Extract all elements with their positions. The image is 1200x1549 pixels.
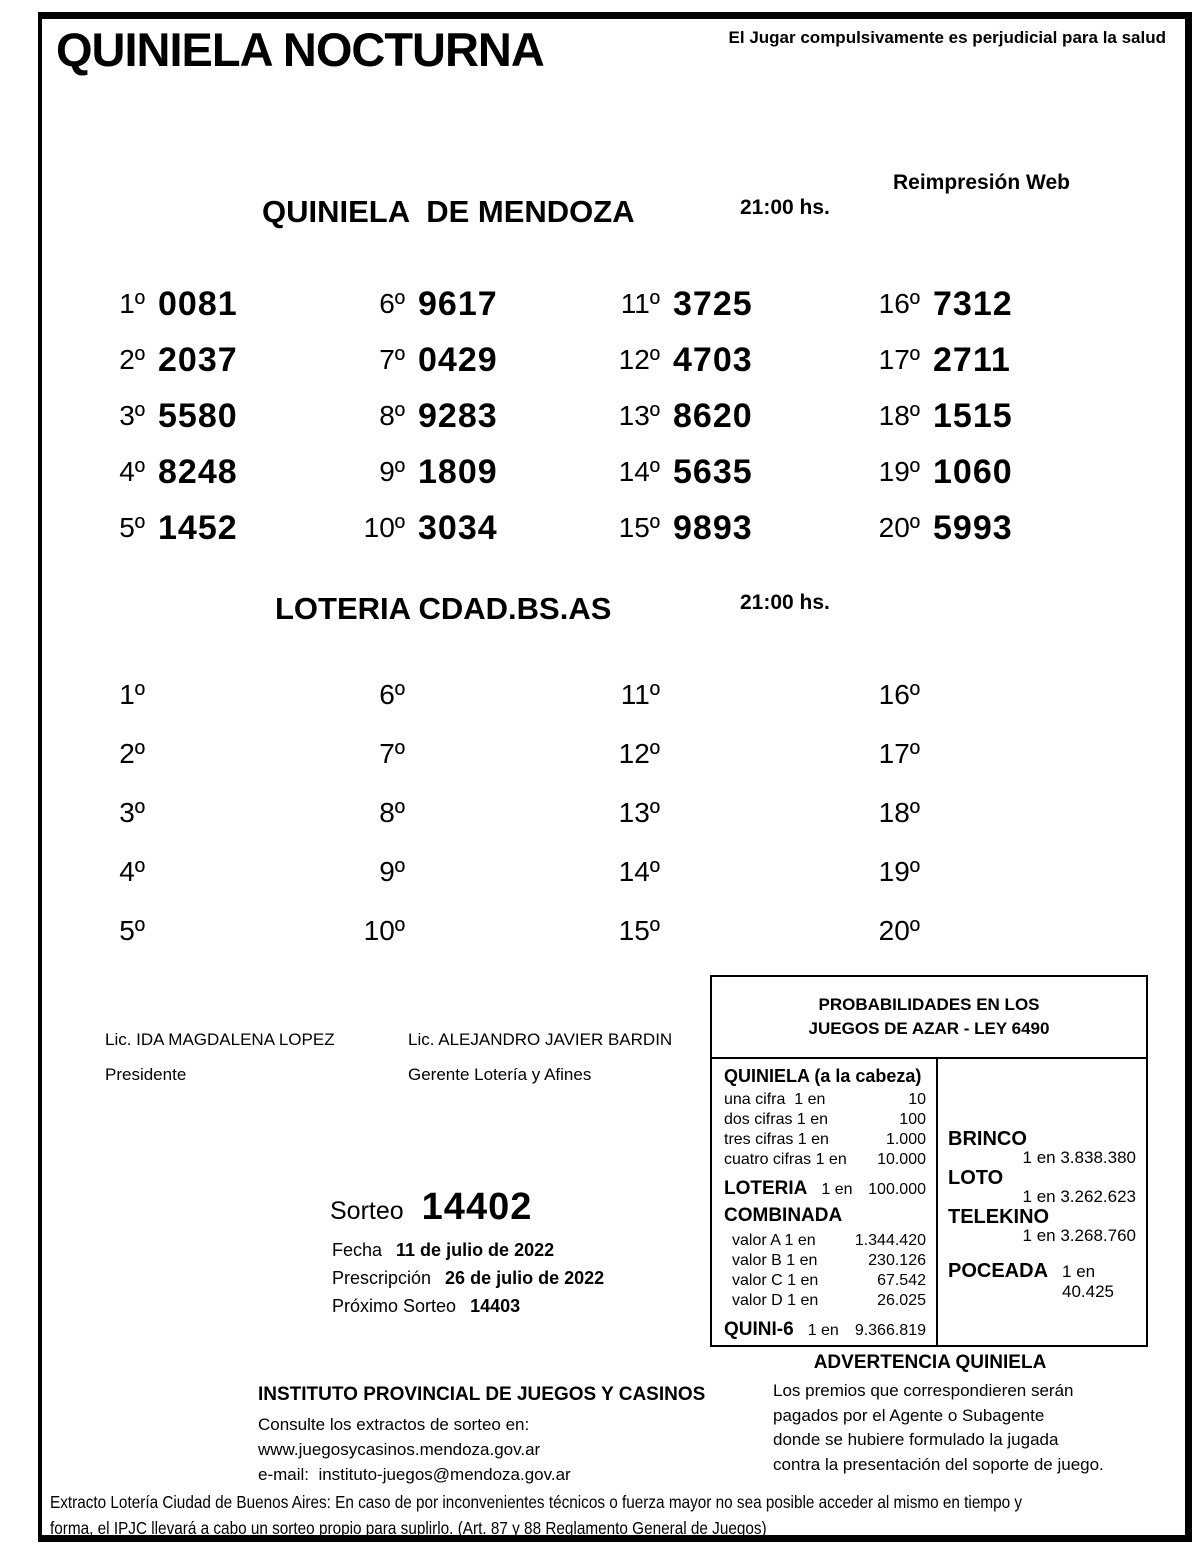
- result-rank: 3º: [119, 400, 145, 431]
- official-name: Lic. IDA MAGDALENA LOPEZ: [105, 1030, 335, 1049]
- draw-date-label: Fecha: [332, 1240, 383, 1260]
- next-draw-label: Próximo Sorteo: [332, 1296, 457, 1316]
- advertencia-line: pagados por el Agente o Subagente: [773, 1405, 1045, 1425]
- telekino-prob-entry: [948, 1207, 1136, 1244]
- result-number: 7312: [933, 284, 1013, 323]
- combinada-header: COMBINADA: [724, 1205, 843, 1226]
- result-row: [85, 388, 238, 444]
- result-rank: 12º: [618, 737, 660, 769]
- result-row: [85, 901, 145, 960]
- result-rank: 16º: [878, 288, 920, 319]
- result-rank: 10º: [363, 512, 405, 543]
- prob-row: [724, 1090, 926, 1110]
- quini6-prob-row: [724, 1319, 926, 1341]
- probabilities-header: [712, 977, 1146, 1059]
- loteria-prob-row: [724, 1178, 926, 1200]
- prescription-line: [332, 1268, 604, 1289]
- brinco-odds-value: 1 en 3.838.380: [1022, 1148, 1136, 1167]
- prob-value: 230.126: [868, 1252, 926, 1269]
- result-rank: 19º: [878, 855, 920, 887]
- result-row: [345, 276, 498, 332]
- result-row: [860, 276, 1013, 332]
- result-rank: 16º: [878, 678, 920, 710]
- result-number: 2711: [933, 340, 1011, 379]
- prob-value: 10.000: [877, 1151, 926, 1168]
- result-row: [345, 500, 498, 556]
- prob-label: dos cifras 1 en: [724, 1111, 829, 1128]
- result-number: 0429: [418, 340, 498, 379]
- result-row: [860, 388, 1013, 444]
- next-draw-line: [332, 1296, 520, 1317]
- prob-value: 67.542: [877, 1272, 926, 1289]
- health-warning: El Jugar compulsivamente es perjudicial para la salud: [728, 28, 1166, 47]
- mendoza-results-column-2: [345, 276, 498, 556]
- draw-number-value: 14402: [421, 1186, 533, 1228]
- official-role: Gerente Lotería y Afines: [408, 1065, 592, 1084]
- advertencia-line: contra la presentación del soporte de juego.: [773, 1454, 1104, 1474]
- result-number: 9893: [673, 508, 753, 547]
- poceada-prob-entry: [948, 1260, 1136, 1302]
- result-rank: 18º: [878, 400, 920, 431]
- result-number: 8248: [158, 452, 238, 491]
- prob-row: [724, 1231, 926, 1251]
- telekino-odds-value: 1 en 3.268.760: [1022, 1226, 1136, 1245]
- result-row: [600, 901, 660, 960]
- prob-label: una cifra 1 en: [724, 1091, 826, 1108]
- quini6-odds-prefix: 1 en: [807, 1322, 839, 1339]
- result-rank: 13º: [618, 796, 660, 828]
- poceada-odds-value: 1 en 40.425: [1062, 1262, 1115, 1301]
- footer-line: Extracto Lotería Ciudad de Buenos Aires: En caso de por inconvenientes técnicos o fuerza mayor no sea posible acceder al mismo en tiempo y: [50, 1492, 1023, 1512]
- official-role: Presidente: [105, 1065, 187, 1084]
- prob-row: [724, 1251, 926, 1271]
- result-rank: 6º: [379, 678, 405, 710]
- result-rank: 13º: [618, 400, 660, 431]
- bsas-draw-time: 21:00 hs.: [740, 591, 830, 614]
- prob-row: [724, 1291, 926, 1311]
- result-rank: 20º: [878, 512, 920, 543]
- prob-value: 1.000: [885, 1131, 926, 1148]
- instituto-name: INSTITUTO PROVINCIAL DE JUEGOS Y CASINOS: [258, 1384, 706, 1405]
- result-row: [860, 444, 1013, 500]
- footer-line: forma, el IPJC llevará a cabo un sorteo propio para suplirlo. (Art. 87 y 88 Reglamento General de Juegos): [50, 1518, 767, 1538]
- result-rank: 19º: [878, 456, 920, 487]
- prob-value: 100: [899, 1111, 926, 1128]
- result-number: 2037: [158, 340, 238, 379]
- bsas-results-column-2: [345, 665, 405, 960]
- result-rank: 15º: [618, 914, 660, 946]
- result-row: [600, 276, 753, 332]
- result-rank: 11º: [620, 288, 660, 319]
- poceada-label: POCEADA: [948, 1260, 1049, 1282]
- prescription-value: 26 de julio de 2022: [445, 1268, 605, 1288]
- instituto-email: e-mail: instituto-juegos@mendoza.gov.ar: [258, 1465, 571, 1484]
- result-rank: 17º: [878, 344, 920, 375]
- prob-row: [724, 1150, 926, 1170]
- probabilities-left-column: [712, 1059, 938, 1345]
- result-rank: 1º: [119, 288, 145, 319]
- advertencia-text: [773, 1379, 1104, 1477]
- quini6-label: QUINI-6: [724, 1319, 794, 1340]
- result-row: [85, 332, 238, 388]
- result-rank: 2º: [119, 344, 145, 375]
- prob-label: tres cifras 1 en: [724, 1131, 829, 1148]
- bsas-section-title: LOTERIA CDAD.BS.AS: [275, 591, 612, 626]
- loto-label: LOTO: [948, 1167, 1004, 1189]
- result-row: [345, 783, 405, 842]
- result-row: [85, 665, 145, 724]
- result-row: [345, 388, 498, 444]
- instituto-website: www.juegosycasinos.mendoza.gov.ar: [258, 1440, 541, 1459]
- result-row: [860, 332, 1013, 388]
- prob-label: valor C 1 en: [732, 1272, 819, 1289]
- advertencia-title: ADVERTENCIA QUINIELA: [813, 1352, 1047, 1373]
- prob-row: [724, 1130, 926, 1150]
- telekino-label: TELEKINO: [948, 1206, 1050, 1228]
- result-rank: 7º: [379, 737, 405, 769]
- result-rank: 9º: [379, 855, 405, 887]
- prob-label: valor B 1 en: [732, 1252, 818, 1269]
- mendoza-results-column-3: [600, 276, 753, 556]
- probabilities-right-column: [938, 1059, 1146, 1345]
- result-row: [600, 724, 660, 783]
- brinco-prob-entry: [948, 1129, 1136, 1166]
- result-row: [600, 444, 753, 500]
- result-row: [600, 842, 660, 901]
- prob-value: 10: [908, 1091, 926, 1108]
- result-row: [85, 724, 145, 783]
- result-number: 4703: [673, 340, 753, 379]
- footer-legal-text: [50, 1489, 1188, 1541]
- result-rank: 5º: [119, 914, 145, 946]
- probabilities-title-line1: PROBABILIDADES EN LOS: [818, 995, 1040, 1014]
- prob-value: 1.344.420: [854, 1232, 926, 1249]
- result-row: [345, 665, 405, 724]
- bsas-results-column-4: [860, 665, 920, 960]
- result-rank: 17º: [878, 737, 920, 769]
- official-manager: [408, 1030, 672, 1085]
- result-row: [85, 276, 238, 332]
- bsas-results-column-1: [85, 665, 145, 960]
- result-row: [345, 901, 405, 960]
- result-rank: 11º: [620, 678, 660, 710]
- result-row: [85, 783, 145, 842]
- result-number: 8620: [673, 396, 753, 435]
- result-row: [860, 500, 1013, 556]
- draw-date-line: [332, 1240, 554, 1261]
- instituto-consult-line: Consulte los extractos de sorteo en:: [258, 1415, 530, 1434]
- next-draw-value: 14403: [470, 1296, 521, 1316]
- result-number: 3034: [418, 508, 498, 547]
- prob-value: 26.025: [877, 1292, 926, 1309]
- draw-date-value: 11 de julio de 2022: [396, 1240, 555, 1260]
- brinco-label: BRINCO: [948, 1128, 1027, 1150]
- draw-number-label: Sorteo: [330, 1197, 404, 1225]
- result-row: [600, 332, 753, 388]
- mendoza-draw-time: 21:00 hs.: [740, 196, 830, 219]
- result-number: 1515: [933, 396, 1013, 435]
- reprint-web-label: Reimpresión Web: [893, 171, 1070, 194]
- result-number: 9617: [418, 284, 498, 323]
- result-rank: 4º: [119, 855, 145, 887]
- result-rank: 15º: [618, 512, 660, 543]
- result-rank: 14º: [618, 456, 660, 487]
- mendoza-results-column-4: [860, 276, 1013, 556]
- loteria-odds-prefix: 1 en: [821, 1181, 853, 1198]
- result-number: 0081: [158, 284, 238, 323]
- result-rank: 18º: [878, 796, 920, 828]
- result-row: [345, 724, 405, 783]
- page-title: QUINIELA NOCTURNA: [56, 23, 544, 76]
- result-number: 1060: [933, 452, 1013, 491]
- result-row: [600, 500, 753, 556]
- result-row: [600, 388, 753, 444]
- prob-row: [724, 1271, 926, 1291]
- prob-row: [724, 1110, 926, 1130]
- result-rank: 6º: [379, 288, 405, 319]
- result-row: [860, 665, 920, 724]
- loteria-label: LOTERIA: [724, 1178, 808, 1199]
- advertencia-line: Los premios que correspondieren serán: [773, 1381, 1074, 1400]
- result-number: 5993: [933, 508, 1013, 547]
- loto-prob-entry: [948, 1168, 1136, 1205]
- result-rank: 20º: [878, 914, 920, 946]
- result-rank: 12º: [618, 344, 660, 375]
- prescription-label: Prescripción: [332, 1268, 432, 1288]
- official-name: Lic. ALEJANDRO JAVIER BARDIN: [408, 1030, 673, 1049]
- result-row: [345, 842, 405, 901]
- result-row: [600, 665, 660, 724]
- result-number: 9283: [418, 396, 498, 435]
- result-rank: 8º: [379, 796, 405, 828]
- result-number: 1809: [418, 452, 498, 491]
- instituto-block: [258, 1384, 705, 1487]
- result-rank: 9º: [379, 456, 405, 487]
- probabilities-title-line2: JUEGOS DE AZAR - LEY 6490: [808, 1019, 1050, 1038]
- mendoza-results-column-1: [85, 276, 238, 556]
- loteria-odds-value: 100.000: [868, 1181, 926, 1198]
- result-row: [85, 500, 238, 556]
- loto-odds-value: 1 en 3.262.623: [1022, 1187, 1136, 1206]
- result-row: [85, 842, 145, 901]
- result-row: [600, 783, 660, 842]
- result-row: [345, 444, 498, 500]
- result-rank: 7º: [379, 344, 405, 375]
- official-president: [105, 1030, 335, 1085]
- quini6-odds-value: 9.366.819: [854, 1322, 926, 1339]
- result-row: [860, 901, 920, 960]
- result-row: [860, 842, 920, 901]
- result-rank: 1º: [119, 678, 145, 710]
- result-number: 3725: [673, 284, 753, 323]
- result-rank: 5º: [119, 512, 145, 543]
- prob-label: cuatro cifras 1 en: [724, 1151, 847, 1168]
- result-row: [345, 332, 498, 388]
- mendoza-section-title: QUINIELA DE MENDOZA: [262, 194, 635, 229]
- draw-number-line: [330, 1186, 532, 1229]
- result-rank: 8º: [379, 400, 405, 431]
- result-row: [860, 783, 920, 842]
- result-rank: 14º: [618, 855, 660, 887]
- result-row: [860, 724, 920, 783]
- bsas-results-column-3: [600, 665, 660, 960]
- result-rank: 4º: [119, 456, 145, 487]
- quiniela-prob-header: QUINIELA (a la cabeza): [724, 1066, 922, 1086]
- probabilities-body: [712, 1059, 1146, 1345]
- result-rank: 2º: [119, 737, 145, 769]
- probabilities-box: [710, 975, 1148, 1347]
- result-number: 5580: [158, 396, 238, 435]
- result-number: 1452: [158, 508, 238, 547]
- prob-label: valor A 1 en: [732, 1232, 816, 1249]
- prob-label: valor D 1 en: [732, 1292, 819, 1309]
- result-number: 5635: [673, 452, 753, 491]
- result-rank: 3º: [119, 796, 145, 828]
- result-row: [85, 444, 238, 500]
- advertencia-line: donde se hubiere formulado la jugada: [773, 1430, 1059, 1449]
- result-rank: 10º: [363, 914, 405, 946]
